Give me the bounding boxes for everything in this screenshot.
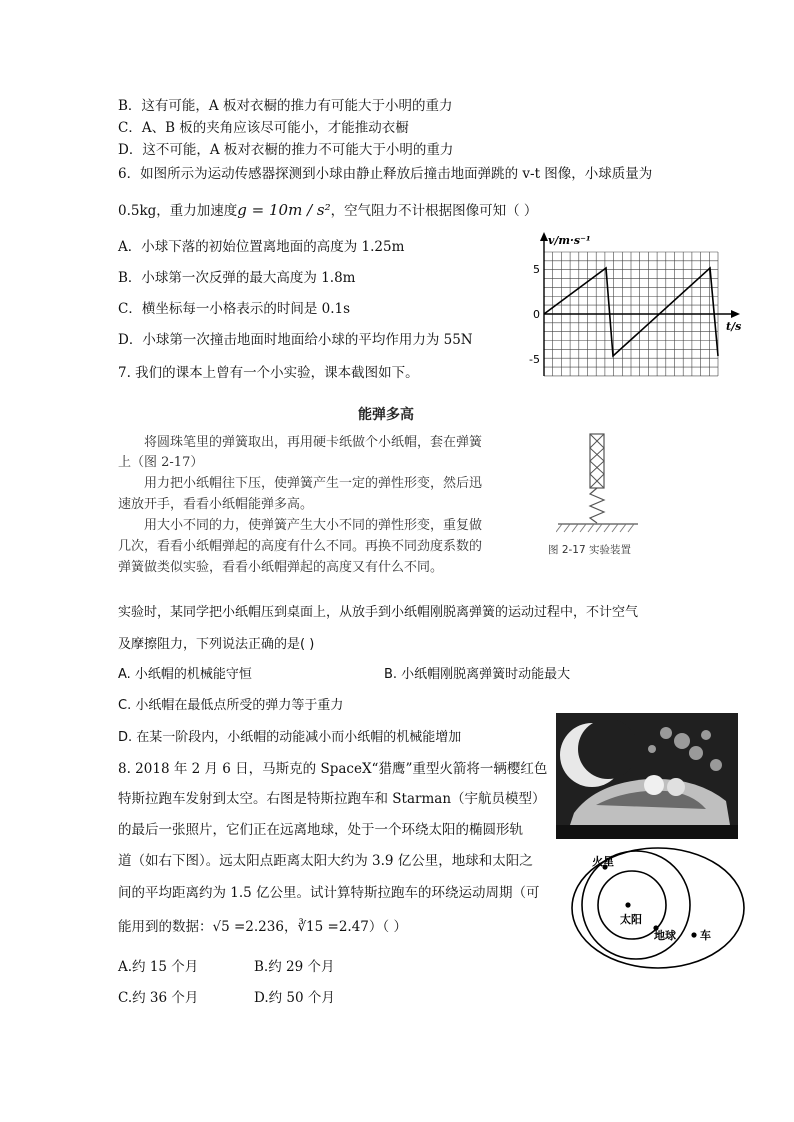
textbook-line-5: 用大小不同的力，使弹簧产生大小不同的弹性形变，重复做 <box>144 518 483 533</box>
earth-label: 地球 <box>654 929 676 942</box>
sun-label: 太阳 <box>620 913 642 926</box>
q8-line2: 特斯拉跑车发射到太空。右图是特斯拉跑车和 Starman（宇航员模型） <box>118 791 546 807</box>
q5-option-b: B．这有可能，A 板对衣橱的推力有可能大于小明的重力 <box>118 98 453 114</box>
q8-sqrt5: √5 =2.236 <box>212 919 284 935</box>
q7-scenario-line2: 及摩擦阻力，下列说法正确的是( ) <box>118 637 315 652</box>
q5-option-d: D．这不可能，A 板对衣橱的推力不可能大于小明的重力 <box>118 142 454 158</box>
q6-option-d: D．小球第一次撞击地面时地面给小球的平均作用力为 55N <box>118 332 473 348</box>
q7-stem: 7. 我们的课本上曾有一个小实验，课本截图如下。 <box>118 365 419 381</box>
q6-gravity-formula: g = 10m / s² <box>237 201 331 219</box>
graph-tick-5: 5 <box>533 263 540 276</box>
photo-image <box>556 713 738 839</box>
q6-option-c: C．横坐标每一小格表示的时间是 0.1s <box>118 301 351 317</box>
graph-x-label: t/s <box>726 320 742 333</box>
graph-t-arrow <box>731 310 740 318</box>
tesla-starman-photo <box>556 713 738 839</box>
q5-option-c: C．A、B 板的夹角应该尽可能小，才能推动衣橱 <box>118 120 409 136</box>
paper-cap <box>590 434 604 488</box>
q6-stem-line2 <box>118 201 537 220</box>
q6-stem-tail: ，空气阻力不计根据图像可知（ ） <box>330 203 538 219</box>
q8-option-c: C.约 36 个月 <box>118 990 199 1006</box>
spring-apparatus-figure <box>556 430 640 540</box>
car-label: 车 <box>700 929 711 942</box>
graph-tick-0: 0 <box>533 308 540 321</box>
textbook-line-1: 将圆珠笔里的弹簧取出，再用硬卡纸做个小纸帽，套在弹簧 <box>144 435 483 450</box>
textbook-excerpt <box>118 404 678 582</box>
q7-option-d: D. 在某一阶段内，小纸帽的动能减小而小纸帽的机械能增加 <box>118 730 462 745</box>
spring <box>590 488 604 523</box>
orbit-diagram <box>560 843 746 973</box>
q7-scenario-line1: 实验时，某同学把小纸帽压到桌面上，从放手到小纸帽刚脱离弹簧的运动过程中，不计空气 <box>118 605 639 620</box>
starman-helmet <box>644 775 664 795</box>
q8-data-tail: ）（ ） <box>368 919 407 935</box>
q8-line4: 道（如右下图）。远太阳点距离太阳大约为 3.9 亿公里，地球和太阳之 <box>118 853 533 869</box>
sun-dot <box>625 902 630 907</box>
q6-stem-line1: 6．如图所示为运动传感器探测到小球由静止释放后撞击地面弹跳的 v-t 图像，小球质量为 <box>118 166 653 182</box>
q8-option-a: A.约 15 个月 <box>118 959 199 975</box>
mars-label: 火星 <box>592 855 614 868</box>
q8-line5: 间的平均距离约为 1.5 亿公里。试计算特斯拉跑车的环绕运动周期（可 <box>118 885 540 901</box>
q8-cbrt15: ∛15 =2.47 <box>297 919 369 935</box>
q7-option-a: A. 小纸帽的机械能守恒 <box>118 667 252 682</box>
q8-data-lead: 能用到的数据： <box>118 919 213 935</box>
q6-option-b: B．小球第一次反弹的最大高度为 1.8m <box>118 270 356 286</box>
car-dot <box>691 932 696 937</box>
q8-line6 <box>118 918 407 936</box>
q8-option-d: D.约 50 个月 <box>254 990 335 1006</box>
q7-option-b: B. 小纸帽刚脱离弹簧时动能最大 <box>384 667 571 682</box>
textbook-line-2: 上（图 2-17） <box>118 455 204 470</box>
q8-line3: 的最后一张照片，它们正在远离地球，处于一个环绕太阳的椭圆形轨 <box>118 822 523 838</box>
ground-hatch <box>556 524 634 532</box>
q6-option-a: A．小球下落的初始位置离地面的高度为 1.25m <box>118 239 405 255</box>
q6-stem-mass: 0.5kg，重力加速度 <box>118 203 238 219</box>
figure-caption: 图 2-17 实验装置 <box>548 544 632 556</box>
graph-tick-neg5: -5 <box>529 353 540 366</box>
textbook-title: 能弹多高 <box>358 407 414 423</box>
q8-option-b: B.约 29 个月 <box>254 959 335 975</box>
graph-v-arrow <box>540 232 548 241</box>
textbook-line-7: 弹簧做类似实验，看看小纸帽弹起的高度又有什么不同。 <box>118 560 444 575</box>
q6-vt-graph <box>528 226 748 382</box>
graph-y-label: v/m·s⁻¹ <box>548 234 591 247</box>
textbook-line-4: 速放开手，看看小纸帽能弹多高。 <box>118 497 314 512</box>
textbook-line-6: 几次，看看小纸帽弹起的高度有什么不同。再换不同劲度系数的 <box>118 539 483 554</box>
q7-option-c: C. 小纸帽在最低点所受的弹力等于重力 <box>118 698 344 713</box>
textbook-line-3: 用力把小纸帽往下压，使弹簧产生一定的弹性形变，然后迅 <box>144 476 483 491</box>
q8-line1: 8. 2018 年 2 月 6 日，马斯克的 SpaceX“猎鹰”重型火箭将一辆樱红色 <box>118 761 548 777</box>
q8-data-sep: ， <box>283 919 298 935</box>
